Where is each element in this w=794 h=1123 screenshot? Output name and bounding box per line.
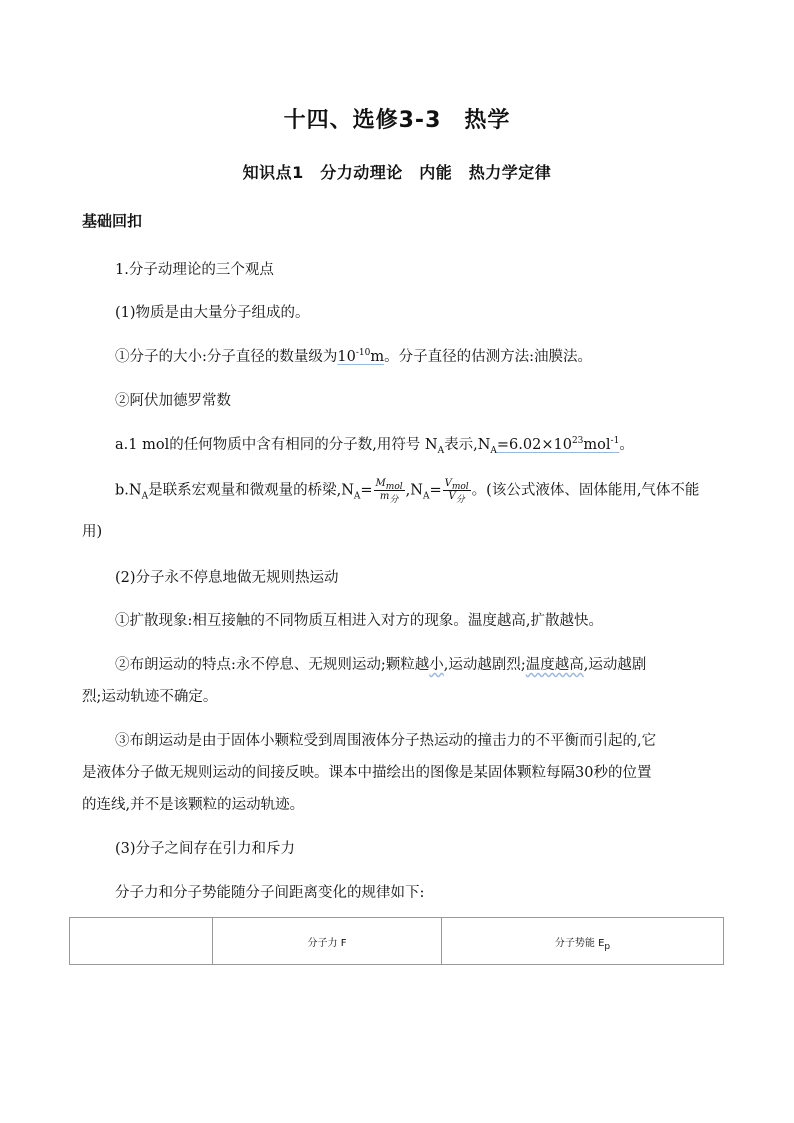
table-header-potential-energy: 分子势能 $E_p$ <box>442 918 724 965</box>
table-header-force: 分子力 F <box>213 918 442 965</box>
paragraph-avogadro-heading: ②阿伏加德罗常数 <box>115 393 231 409</box>
fraction-molar-volume: $\frac{V_{mol}}{V_分}$ <box>444 478 469 505</box>
paragraph-intermolecular-forces: (3)分子之间存在引力和斥力 <box>115 841 296 857</box>
paragraph-1-1: (1)物质是由大量分子组成的。 <box>115 305 310 321</box>
paragraph-molecule-size: ①分子的大小:分子直径的数量级为$10^{-10}m$。分子直径的估测方法:油膜法。 <box>115 348 592 365</box>
avogadro-value: $=6.02\times 10^{23}mol^{-1}$ <box>496 436 620 453</box>
paragraph-brownian-cause-1: ③布朗运动是由于固体小颗粒受到周围液体分子热运动的撞击力的不平衡而引起的,它 <box>115 733 657 749</box>
section-heading: 基础回扣 <box>82 212 143 230</box>
chapter-title: 十四、选修3-3 热学 <box>283 108 511 133</box>
fraction-molar-mass: $\frac{M_{mol}}{m_分}$ <box>375 478 403 505</box>
paragraph-brownian-features-wrap: 烈;运动轨迹不确定。 <box>82 689 218 705</box>
paragraph-brownian-cause-3: 的连线,并不是该颗粒的运动轨迹。 <box>82 797 305 813</box>
table-header-empty <box>70 918 213 965</box>
paragraph-avogadro-a: a.1 mol的任何物质中含有相同的分子数,用符号 $N_A$表示$,N_A=6.02\times 10^{23}mol^{-1}$。 <box>115 436 634 456</box>
force-energy-table <box>69 917 724 965</box>
paragraph-diffusion: ①扩散现象:相互接触的不同物质互相进入对方的现象。温度越高,扩散越快。 <box>115 613 603 629</box>
molecule-size-value: $10^{-10}$ <box>337 348 371 365</box>
paragraph-brownian-cause-2: 是液体分子做无规则运动的间接反映。课本中描绘出的图像是某固体颗粒每隔30秒的位置 <box>82 765 652 781</box>
paragraph-brownian-features: ②布朗运动的特点:永不停息、无规则运动;颗粒越小,运动越剧烈;温度越高,运动越剧 <box>115 657 647 673</box>
paragraph-heading-1: 1.分子动理论的三个观点 <box>115 262 274 278</box>
paragraph-thermal-motion-heading: (2)分子永不停息地做无规则热运动 <box>115 570 339 586</box>
table-header-row <box>70 918 724 965</box>
paragraph-avogadro-b: $b.N_A$是联系宏观量和微观量的桥梁$,N_A=$ $\frac{M_{mol}}{m_分}$ $,N_A=$ $\frac{V_{mol}}{V_分}$ 。(该公式液体、固体能用,气体不能 <box>115 478 700 505</box>
knowledge-point-title: 知识点1 分力动理论 内能 热力学定律 <box>242 163 552 182</box>
paragraph-table-intro: 分子力和分子势能随分子间距离变化的规律如下: <box>115 885 425 901</box>
paragraph-avogadro-b-wrap: 用) <box>82 524 103 540</box>
